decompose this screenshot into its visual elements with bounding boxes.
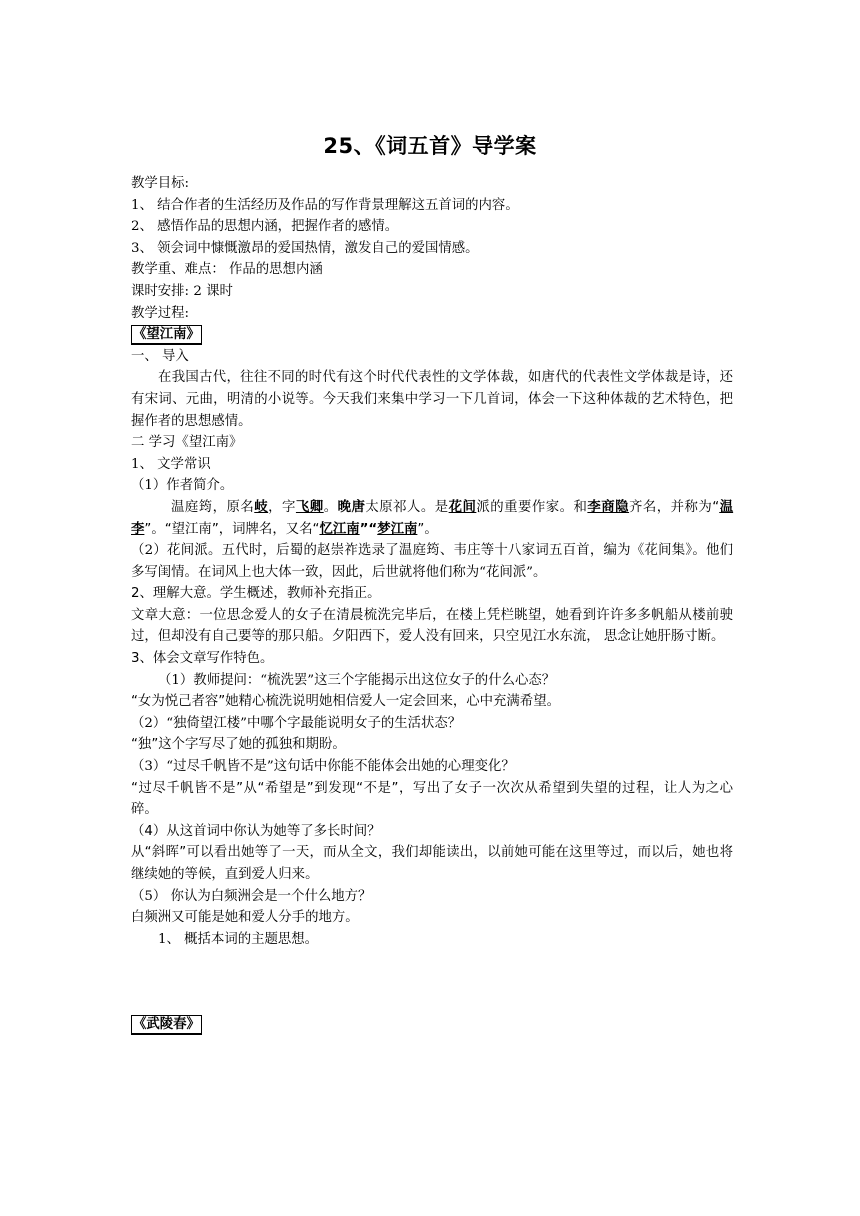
key-points: 教学重、难点： 作品的思想内涵	[131, 262, 323, 278]
question-2: （2）“独倚望江楼”中哪个字最能说明女子的生活状态？	[131, 715, 462, 731]
answer-1: “女为悦己者容”她精心梳洗说明她相信爱人一定会回来，心中充满希望。	[131, 694, 560, 710]
answer-4: 从“斜晖”可以看出她等了一天，而从全文，我们却能读出，以前她可能在这里等过，而以后，她也将继续她的等候，直到爱人归来。	[131, 845, 733, 882]
document-body	[131, 173, 733, 1036]
poem1-label: 《望江南》	[131, 325, 202, 345]
question-4: （4）从这首词中你认为她等了多长时间？	[131, 823, 381, 839]
huajian-text: （2）花间派。五代时，后蜀的赵崇祚选录了温庭筠、韦庄等十八家词五百首，编为《花间集》。他们多写闺情。在词风上也大体一致，因此，后世就将他们称为“花间派”。	[131, 543, 733, 580]
poem2-label: 《武陵春》	[131, 1015, 202, 1035]
intro-heading: 一、 导入	[131, 348, 189, 364]
literary-heading: 1、 文学常识	[131, 456, 211, 472]
author-keyword: 晚唐	[337, 499, 366, 515]
schedule: 课时安排: 2 课时	[131, 283, 233, 299]
author-keyword: 飞卿	[295, 499, 324, 515]
intro-text: 在我国古代，往往不同的时代有这个时代代表性的文学体裁，如唐代的代表性文学体裁是诗，还有宋词、元曲，明清的小说等。今天我们来集中学习一下几首词，体会一下这种体裁的艺术特色，把握作者的思想感情。	[131, 370, 733, 429]
objective-item: 1、 结合作者的生活经历及作品的写作背景理解这五首词的内容。	[131, 197, 519, 213]
objective-item: 3、 领会词中慷慨激昂的爱国热情，激发自己的爱国情感。	[131, 240, 479, 256]
author-heading: （1）作者简介。	[131, 478, 234, 494]
meaning-heading: 2、理解大意。学生概述，教师补充指正。	[131, 586, 381, 602]
answer-3: “过尽千帆皆不是”从“希望是”到发现“不是”，写出了女子一次次从希望到失望的过程，让人为之心碎。	[131, 780, 733, 818]
page-title: 25、《词五首》导学案	[323, 134, 537, 158]
study-heading: 二 学习《望江南》	[131, 435, 243, 451]
author-keyword: 温李	[131, 499, 734, 537]
objectives-heading: 教学目标:	[131, 176, 190, 191]
author-keyword: 花间	[448, 499, 477, 515]
meaning-text: 文章大意：一位思念爱人的女子在清晨梳洗完毕后，在楼上凭栏眺望，她看到许许多多帆船从楼前驶过，但却没有自己要等的那只船。夕阳西下，爱人没有回来，只空见江水东流， 思念让她肝肠寸断。	[131, 607, 733, 645]
author-keyword: 忆江南	[319, 521, 360, 537]
question-3: （3）“过尽千帆皆不是”这句话中你能不能体会出她的心理变化？	[131, 759, 515, 775]
author-keyword: 梦江南	[377, 521, 418, 537]
objective-item: 2、 感悟作品的思想内涵，把握作者的感情。	[131, 219, 399, 235]
question-1: （1）教师提问：“梳洗罢”这三个字能揭示出这位女子的什么心态？	[158, 672, 556, 688]
author-keyword: 李商隐	[587, 499, 630, 515]
process-heading: 教学过程:	[131, 305, 190, 321]
answer-2: “独”这个字写尽了她的孤独和期盼。	[131, 737, 346, 753]
question-5: （5） 你认为白频洲会是一个什么地方？	[131, 888, 372, 904]
answer-5: 白频洲又可能是她和爱人分手的地方。	[131, 910, 359, 926]
author-text: 温庭筠，原名岐，字飞卿。晚唐太原祁人。是花间派的重要作家。和李商隐齐名，并称为“温李”。“望江南”，词牌名，又名“忆江南”“梦江南”。	[131, 499, 734, 537]
features-heading: 3、体会文章写作特色。	[131, 651, 274, 667]
author-keyword: 岐	[254, 499, 269, 515]
theme-item: 1、 概括本词的主题思想。	[158, 931, 319, 947]
